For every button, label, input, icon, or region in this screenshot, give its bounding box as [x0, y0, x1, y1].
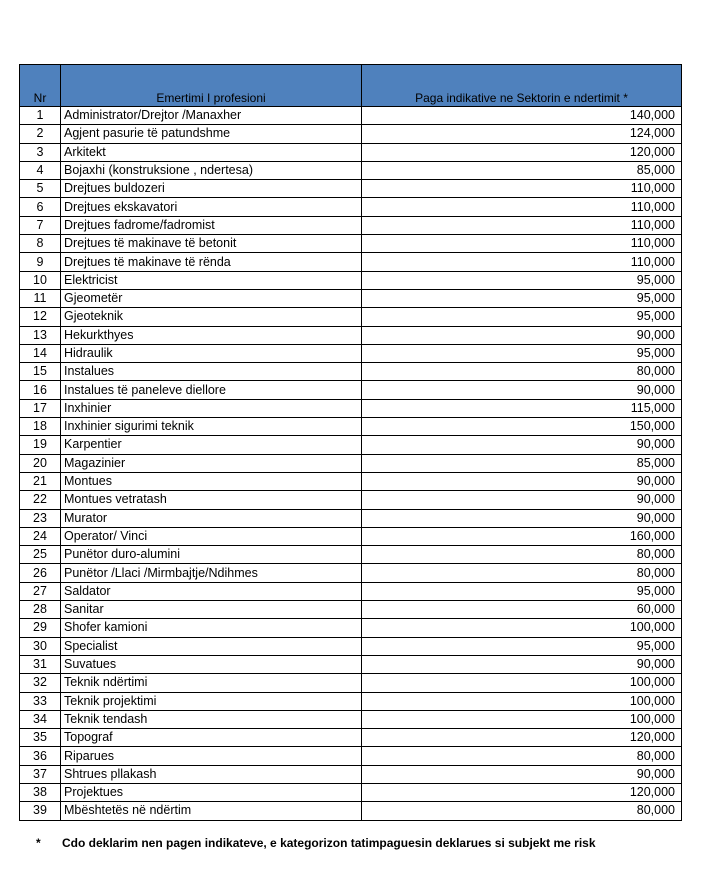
profession-name: Montues: [61, 472, 362, 490]
row-number: 16: [20, 381, 61, 399]
profession-name: Montues vetratash: [61, 491, 362, 509]
indicative-pay: 140,000: [362, 107, 682, 125]
indicative-pay: 110,000: [362, 253, 682, 271]
row-number: 2: [20, 125, 61, 143]
profession-name: Administrator/Drejtor /Manaxher: [61, 107, 362, 125]
wage-table: [19, 64, 682, 821]
table-row: [20, 235, 682, 253]
row-number: 30: [20, 637, 61, 655]
indicative-pay: 95,000: [362, 289, 682, 307]
profession-name: Karpentier: [61, 436, 362, 454]
indicative-pay: 90,000: [362, 326, 682, 344]
indicative-pay: 80,000: [362, 802, 682, 820]
indicative-pay: 150,000: [362, 418, 682, 436]
row-number: 22: [20, 491, 61, 509]
profession-name: Teknik ndërtimi: [61, 674, 362, 692]
row-number: 21: [20, 472, 61, 490]
row-number: 17: [20, 399, 61, 417]
profession-name: Mbështetës në ndërtim: [61, 802, 362, 820]
profession-name: Instalues të paneleve diellore: [61, 381, 362, 399]
wage-table-container: [19, 64, 681, 821]
row-number: 11: [20, 289, 61, 307]
profession-name: Magazinier: [61, 454, 362, 472]
table-row: [20, 564, 682, 582]
footnote-asterisk: *: [36, 836, 41, 850]
row-number: 33: [20, 692, 61, 710]
indicative-pay: 110,000: [362, 198, 682, 216]
row-number: 31: [20, 655, 61, 673]
table-row: [20, 125, 682, 143]
header-indicative-pay: Paga indikative ne Sektorin e ndertimit *: [362, 65, 682, 107]
indicative-pay: 95,000: [362, 308, 682, 326]
indicative-pay: 100,000: [362, 674, 682, 692]
row-number: 7: [20, 216, 61, 234]
table-row: [20, 619, 682, 637]
profession-name: Topograf: [61, 729, 362, 747]
table-row: [20, 289, 682, 307]
row-number: 32: [20, 674, 61, 692]
profession-name: Hidraulik: [61, 344, 362, 362]
indicative-pay: 85,000: [362, 161, 682, 179]
indicative-pay: 95,000: [362, 637, 682, 655]
indicative-pay: 80,000: [362, 363, 682, 381]
row-number: 36: [20, 747, 61, 765]
indicative-pay: 90,000: [362, 765, 682, 783]
indicative-pay: 85,000: [362, 454, 682, 472]
indicative-pay: 95,000: [362, 582, 682, 600]
table-row: [20, 344, 682, 362]
header-profession-name: Emertimi I profesioni: [61, 65, 362, 107]
row-number: 1: [20, 107, 61, 125]
row-number: 34: [20, 710, 61, 728]
indicative-pay: 120,000: [362, 143, 682, 161]
row-number: 18: [20, 418, 61, 436]
row-number: 10: [20, 271, 61, 289]
indicative-pay: 110,000: [362, 216, 682, 234]
profession-name: Gjeometër: [61, 289, 362, 307]
table-row: [20, 363, 682, 381]
footnote: [36, 836, 596, 850]
profession-name: Elektricist: [61, 271, 362, 289]
footnote-text: Cdo deklarim nen pagen indikateve, e kategorizon tatimpaguesin deklarues si subjekt me risk: [62, 836, 596, 850]
table-row: [20, 253, 682, 271]
indicative-pay: 80,000: [362, 564, 682, 582]
profession-name: Instalues: [61, 363, 362, 381]
indicative-pay: 100,000: [362, 692, 682, 710]
table-row: [20, 802, 682, 820]
indicative-pay: 115,000: [362, 399, 682, 417]
table-row: [20, 729, 682, 747]
row-number: 25: [20, 546, 61, 564]
table-row: [20, 161, 682, 179]
table-row: [20, 436, 682, 454]
profession-name: Drejtues buldozeri: [61, 180, 362, 198]
profession-name: Inxhinier: [61, 399, 362, 417]
indicative-pay: 90,000: [362, 472, 682, 490]
row-number: 15: [20, 363, 61, 381]
indicative-pay: 90,000: [362, 381, 682, 399]
profession-name: Teknik tendash: [61, 710, 362, 728]
table-row: [20, 271, 682, 289]
table-row: [20, 601, 682, 619]
table-row: [20, 381, 682, 399]
profession-name: Specialist: [61, 637, 362, 655]
profession-name: Bojaxhi (konstruksione , ndertesa): [61, 161, 362, 179]
profession-name: Inxhinier sigurimi teknik: [61, 418, 362, 436]
row-number: 14: [20, 344, 61, 362]
table-row: [20, 509, 682, 527]
table-row: [20, 637, 682, 655]
indicative-pay: 90,000: [362, 509, 682, 527]
table-row: [20, 491, 682, 509]
row-number: 26: [20, 564, 61, 582]
profession-name: Teknik projektimi: [61, 692, 362, 710]
indicative-pay: 110,000: [362, 180, 682, 198]
row-number: 38: [20, 783, 61, 801]
row-number: 6: [20, 198, 61, 216]
indicative-pay: 160,000: [362, 527, 682, 545]
table-row: [20, 765, 682, 783]
indicative-pay: 95,000: [362, 344, 682, 362]
indicative-pay: 100,000: [362, 710, 682, 728]
row-number: 37: [20, 765, 61, 783]
table-body: [20, 107, 682, 821]
indicative-pay: 80,000: [362, 546, 682, 564]
table-row: [20, 454, 682, 472]
profession-name: Punëtor /Llaci /Mirmbajtje/Ndihmes: [61, 564, 362, 582]
row-number: 27: [20, 582, 61, 600]
indicative-pay: 120,000: [362, 729, 682, 747]
header-nr: Nr: [20, 65, 61, 107]
row-number: 20: [20, 454, 61, 472]
table-row: [20, 692, 682, 710]
profession-name: Projektues: [61, 783, 362, 801]
table-row: [20, 143, 682, 161]
table-header-row: [20, 65, 682, 107]
row-number: 4: [20, 161, 61, 179]
table-row: [20, 472, 682, 490]
profession-name: Shofer kamioni: [61, 619, 362, 637]
row-number: 19: [20, 436, 61, 454]
row-number: 23: [20, 509, 61, 527]
table-row: [20, 710, 682, 728]
profession-name: Suvatues: [61, 655, 362, 673]
profession-name: Hekurkthyes: [61, 326, 362, 344]
table-row: [20, 399, 682, 417]
indicative-pay: 90,000: [362, 436, 682, 454]
indicative-pay: 95,000: [362, 271, 682, 289]
profession-name: Murator: [61, 509, 362, 527]
table-row: [20, 674, 682, 692]
indicative-pay: 100,000: [362, 619, 682, 637]
table-row: [20, 326, 682, 344]
profession-name: Operator/ Vinci: [61, 527, 362, 545]
indicative-pay: 110,000: [362, 235, 682, 253]
indicative-pay: 80,000: [362, 747, 682, 765]
row-number: 29: [20, 619, 61, 637]
indicative-pay: 124,000: [362, 125, 682, 143]
table-row: [20, 582, 682, 600]
indicative-pay: 120,000: [362, 783, 682, 801]
profession-name: Shtrues pllakash: [61, 765, 362, 783]
table-row: [20, 180, 682, 198]
table-row: [20, 783, 682, 801]
row-number: 8: [20, 235, 61, 253]
profession-name: Arkitekt: [61, 143, 362, 161]
table-row: [20, 216, 682, 234]
row-number: 13: [20, 326, 61, 344]
row-number: 35: [20, 729, 61, 747]
row-number: 28: [20, 601, 61, 619]
row-number: 12: [20, 308, 61, 326]
row-number: 3: [20, 143, 61, 161]
table-row: [20, 655, 682, 673]
profession-name: Sanitar: [61, 601, 362, 619]
profession-name: Drejtues të makinave të betonit: [61, 235, 362, 253]
row-number: 24: [20, 527, 61, 545]
table-row: [20, 527, 682, 545]
profession-name: Drejtues të makinave të rënda: [61, 253, 362, 271]
table-row: [20, 546, 682, 564]
table-row: [20, 308, 682, 326]
profession-name: Punëtor duro-alumini: [61, 546, 362, 564]
row-number: 9: [20, 253, 61, 271]
table-row: [20, 198, 682, 216]
indicative-pay: 90,000: [362, 655, 682, 673]
profession-name: Drejtues ekskavatori: [61, 198, 362, 216]
profession-name: Riparues: [61, 747, 362, 765]
table-row: [20, 747, 682, 765]
row-number: 39: [20, 802, 61, 820]
table-row: [20, 107, 682, 125]
profession-name: Saldator: [61, 582, 362, 600]
profession-name: Drejtues fadrome/fadromist: [61, 216, 362, 234]
profession-name: Gjeoteknik: [61, 308, 362, 326]
row-number: 5: [20, 180, 61, 198]
profession-name: Agjent pasurie të patundshme: [61, 125, 362, 143]
indicative-pay: 90,000: [362, 491, 682, 509]
indicative-pay: 60,000: [362, 601, 682, 619]
table-row: [20, 418, 682, 436]
